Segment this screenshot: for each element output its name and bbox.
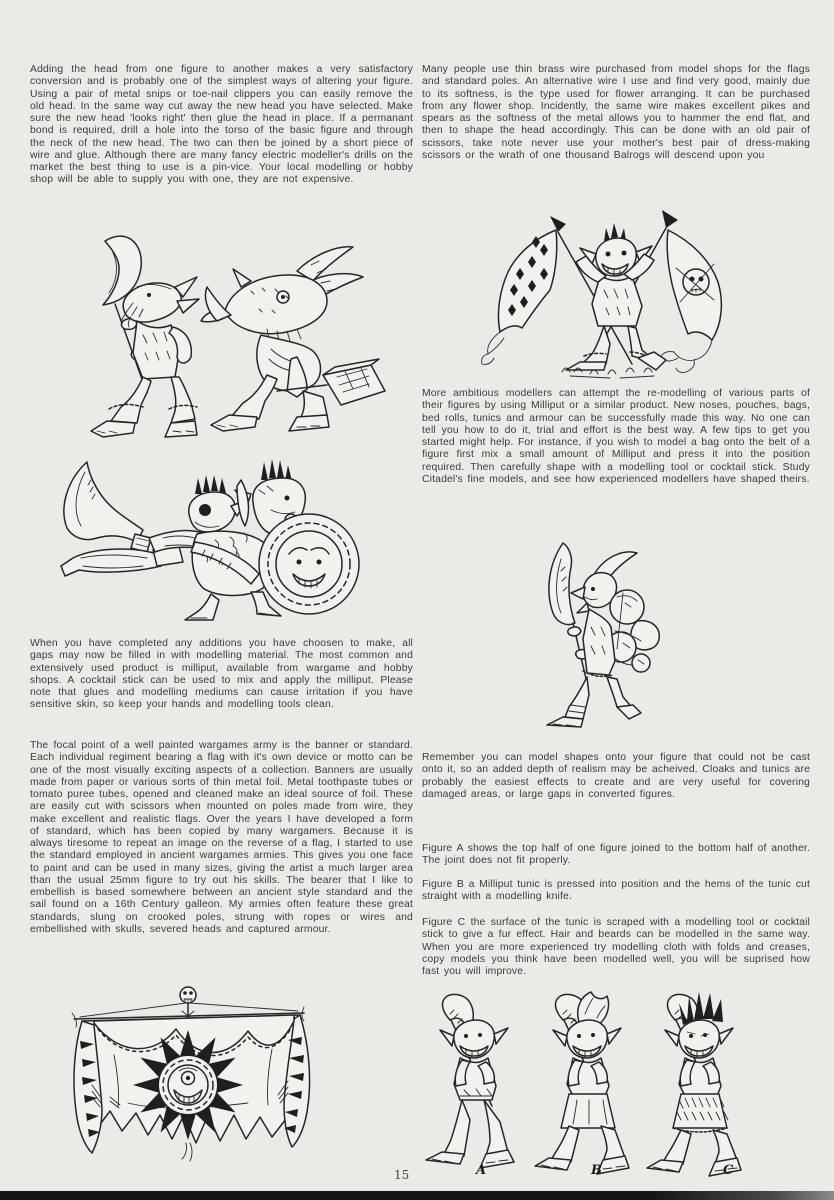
paragraph-focal-point: The focal point of a well painted wargames army is the banner or standard. Each individual regiment bearing a flag with it's own device or motto can be one of the most visually exciting aspects of a collection. Banners are usually made from paper or various sorts of thin metal foil. Metal toothpaste tubes or tomato puree tubes, opened and cleaned make an ideal source of foil. These are easily cut with scissors when mounted on poles made from wire, they make excellent and realistic flags. Over the years I have developed a form of standard, which has been copied by many wargamers. Because it is always tiresome to repeat an image on the reverse of a flag, I started to use the standard employed in ancient wargames armies. This gives you one face to paint and can be used in many sizes, giving the artist a much larger area than the usual 25mm figure to try out his skills. The bearer that I like to embellish is based somewhere between an ancient style standard and the sail found on a 16th Century galleon. My armies often feature these great standards, slung on crooked poles, strung with ropes or wires and embellished with skulls, severed heads and captured armour. — [30, 740, 413, 935]
great-banner-illustration — [58, 985, 323, 1180]
paragraph-figure-c: Figure C the surface of the tunic is scraped with a modelling tool or cocktail stick to give a fur effect. Hair and beards can be modelled in the same way. When you are more experienced try modelling cloth with folds and creases, copy models you think have been modelled well, you will be suprised how fast you will improve. — [422, 917, 810, 977]
page-number: 15 — [394, 1168, 410, 1182]
paragraph-figure-a: Figure A shows the top half of one figure joined to the bottom half of another. The joint does not fit properly. — [422, 843, 810, 867]
paragraph-figure-b: Figure B a Milliput tunic is pressed into position and the hems of the tunic cut straight with a modelling knife. — [422, 879, 810, 903]
paragraph-brass-wire: Many people use thin brass wire purchased from model shops for the flags and standard poles. An alternative wire I use and find very good, mainly due to its softness, is the type used for flower arranging. It can be purchased from any flower shop. Incidently, the same wire makes excellent pikes and spears as the softness of the metal allows you to hammer the end flat, and then to shape the head accordingly. This can be done with an old pair of scissors, take note never use your mother's best pair of dress-making scissors or the wrath of one thousand Balrogs will descend upon you — [422, 64, 810, 161]
figure-c-label: C — [723, 1163, 734, 1178]
standard-bearer-illustration — [470, 198, 750, 380]
figure-b-label: B — [591, 1163, 602, 1178]
goblin-and-horned-demon-illustration — [45, 225, 400, 445]
paragraph-ambitious-modellers: More ambitious modellers can attempt the re-modelling of various parts of their figures by using Milliput or a similar product. New noses, pouches, bags, bed rolls, tunics and armour can be successfully made this way. No one can tell you how to do it, trial and effort is the best way. A few tips to get you started might help. For instance, if you wish to model a bag onto the belt of a figure first mix a small amount of Milliput and press it into the position required. Then carefully shape with a modelling tool or cocktail stick. Study Citadel's fine models, and see how experienced modellers have shaped theirs. — [422, 388, 810, 485]
paragraph-remember-shapes: Remember you can model shapes onto your figure that could not be cast onto it, so an added depth of realism may be acheived. Cloaks and tunics are probably the easiest effects to create and are very useful for covering damaged areas, or large gaps in converted figures. — [422, 752, 810, 800]
figure-a-label: A — [476, 1163, 487, 1178]
three-orcs-abc-illustration — [420, 988, 750, 1180]
scan-edge-bar — [0, 1191, 834, 1200]
paragraph-adding-head: Adding the head from one figure to another makes a very satisfactory conversion and is probably one of the simplest ways of altering your figure. Using a pair of metal snips or toe-nail clippers you can easily remove the old head. In the same way cut away the new head you have selected. Make sure the new head 'looks right' then glue the head in place. If a permanant bond is required, drill a hole into the torso of the basic figure and through the neck of the new head. The two can then be joined by a short piece of wire and glue. Although there are many fancy electric modeller's drills on the market the best thing to use is a pin-vice. Your local modelling or hobby shop will be able to supply you with one, they are not expensive. — [30, 64, 413, 186]
orc-scimitar-shield-illustration — [45, 450, 385, 622]
paragraph-completed-additions: When you have completed any additions you have choosen to make, all gaps may now be filled in with modelling material. The most common and extensively used product is milliput, available from wargame and hobby shops. A cocktail stick can be used to mix and apply the milliput. Please note that glues and modelling mediums can cause irritation if you have sensitive skin, so keep your hands and modelling tools clean. — [30, 638, 413, 711]
pack-goblin-illustration — [525, 535, 675, 735]
